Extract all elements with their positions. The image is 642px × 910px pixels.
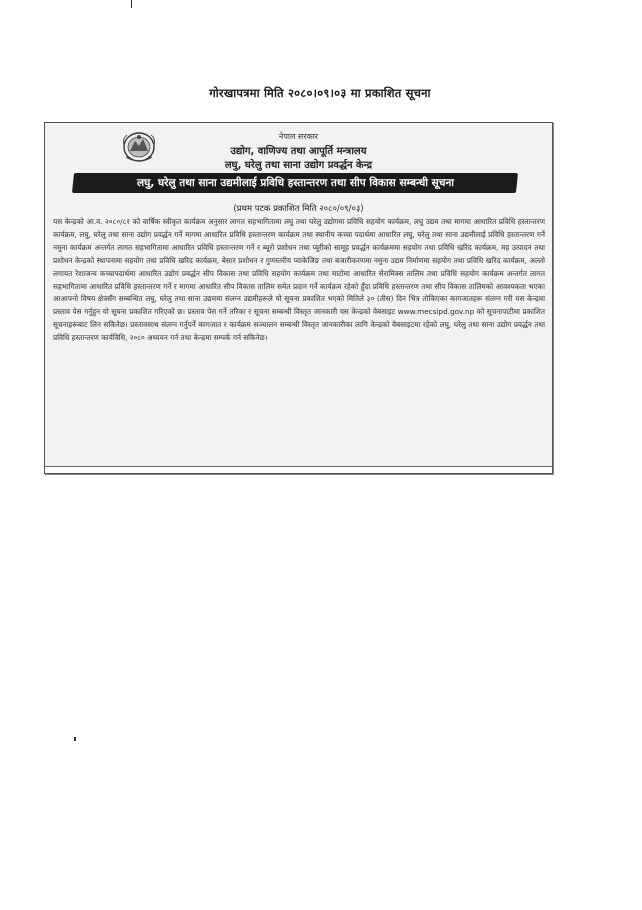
clipping-bottom-rule: [45, 466, 552, 473]
notice-title-banner: [72, 173, 518, 193]
scan-edge-mark: [131, 0, 132, 8]
publication-date-note: (प्रथम पटक प्रकाशित मिति २०८०/०९/०३): [233, 204, 364, 214]
scan-speck: [74, 737, 76, 741]
notice-title: लघु, घरेलु तथा साना उद्यमीलाई प्रविधि हस्तान्तरण तथा सीप विकास सम्बन्धी सूचना: [136, 177, 454, 189]
newspaper-clipping: [44, 122, 553, 474]
notice-body-text: यस केन्द्रको आ.व. २०८०/८१ को वार्षिक स्वीकृत कार्यक्रम अनुसार लागत सहभागितामा लघु तथा घरेलु उद्योगमा प्रविधि सहयोग कार्यक्रम, लघु उद्यम तथा मागमा आधारित प्रविधि हस्तान्तरण कार्यक्रम, लघु, घरेलु तथा साना उद्योग प्रवर्द्धन गर्ने मागमा आधारित प्रविधि हस्तान्तरण कार्यक्रम तथा स्थानीय कच्चा पदार्थमा आधारित लघु, घरेलु तथा साना उद्यमीलाई प्रविधि हस्तान्तरण गर्ने नमुना कार्यक्रम अन्तर्गत लागत सहभागितामा आधारित प्रविधि हस्तान्तरण गर्ने र ब्यूरो प्रशोधन तथा प्यूरीको सामूह प्रवर्द्धन कार्यक्रममा सहयोग तथा प्रविधि खरिद कार्यक्रम, मह उत्पादन तथा प्रशोधन केन्द्रको स्थापनामा सहयोग तथा प्रविधि खरिद कार्यक्रम, बेसार प्रशोधन र गुणस्तरीय प्याकेजिङ तथा बजारीकरणमा नमुना उद्यम निर्माणमा सहयोग तथा प्रविधि खरिद कार्यक्रम, अल्लो लगायत रेशाजन्य कच्चापदार्थमा आधारित उद्योग प्रवर्द्धन सीप विकास तथा प्रविधि सहयोग कार्यक्रम तथा माटोमा आधारित सेरामिक्स तालिम तथा प्रविधि सहयोग कार्यक्रम अन्तर्गत लागत सहभागितामा आधारित प्रविधि हस्तान्तरण गर्ने र मागमा आधारित सीप विकास तालिम समेत प्रदान गर्ने कार्यक्रम रहेको हुँदा प्रविधि हस्तान्तरण तथा सीप विकास तालिमको आवश्यकता भएका आआफ्नो विषय क्षेत्रसँग सम्बन्धित लघु, घरेलु तथा साना उद्यममा संलग्न उद्यमीहरूले यो सूचना प्रकाशित भएको मितिले ३० (तीस) दिन भित्र तोकिएका कागजातहरू संलग्न गरी यस केन्द्रमा प्रस्ताव पेस गर्नुहुन यो सूचना प्रकाशित गरिएको छ। प्रस्ताव पेस गर्ने तरिका र सूचना सम्बन्धी विस्तृत जानकारी यस केन्द्रको वेबसाइट www.mecsipd.gov.np को सूचनापाटीमा प्रकाशित सूचनाहरूबाट लिन सकिनेछ। प्रस्तावसाथ संलग्न गर्नुपर्ने कागजात र कार्यक्रम सञ्चालन सम्बन्धी विस्तृत जानकारीका लागि केन्द्रको वेबसाइटमा रहेको लघु, घरेलु तथा साना उद्योग प्रवर्द्धन तथा प्रविधि हस्तान्तरण कार्यविधि, २०८० अध्ययन गर्न तथा केन्द्रमा सम्पर्क गर्न सकिनेछ।: [53, 217, 545, 343]
department-name: लघु, घरेलु तथा साना उद्योग प्रवर्द्धन केन्द्र: [224, 160, 373, 171]
government-name: नेपाल सरकार: [278, 132, 319, 141]
ministry-name: उद्योग, वाणिज्य तथा आपूर्ति मन्त्रालय: [230, 146, 367, 157]
page-title: गोरखापत्रमा मिति २०८०।०९।०३ मा प्रकाशित सूचना: [209, 86, 431, 100]
